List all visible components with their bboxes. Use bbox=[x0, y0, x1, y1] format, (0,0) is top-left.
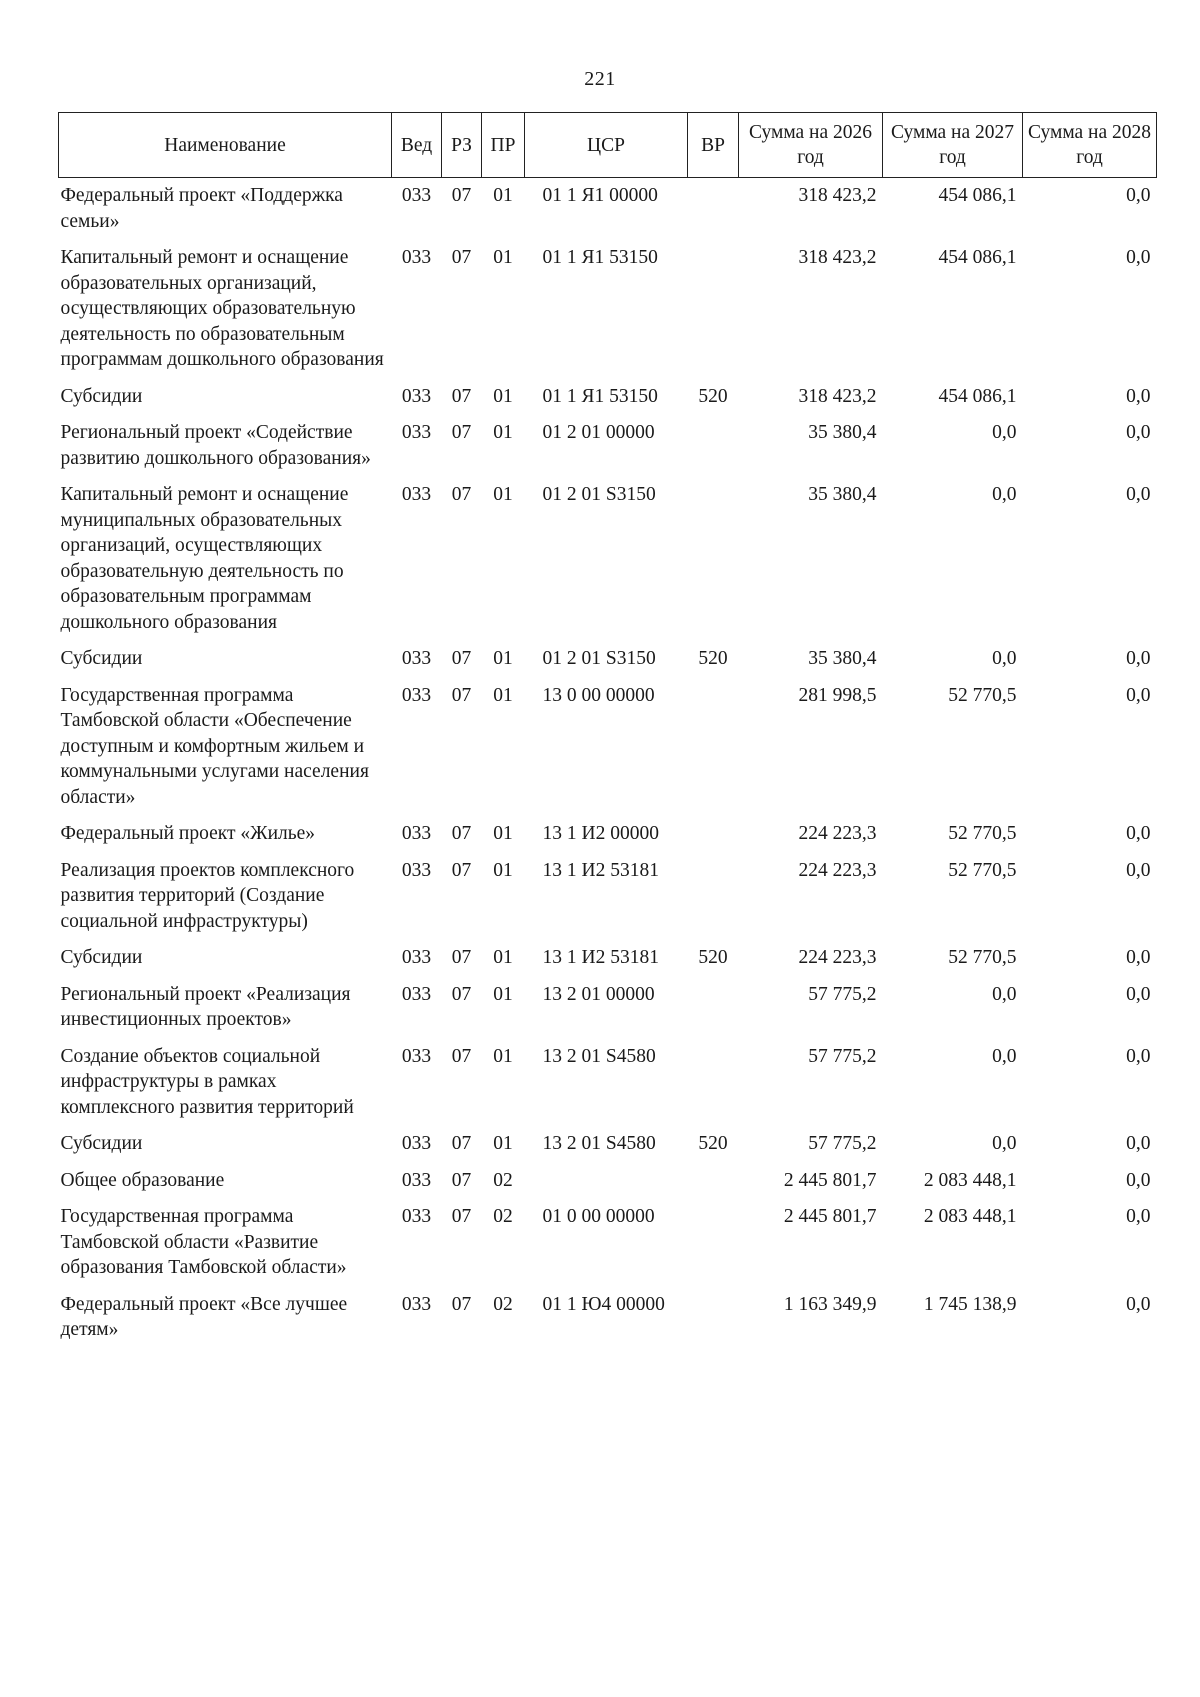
header-rz: РЗ bbox=[442, 113, 482, 178]
cell-ved: 033 bbox=[401, 859, 432, 881]
cell-sum-2028: 0,0 bbox=[1126, 823, 1151, 844]
cell-ved: 033 bbox=[401, 247, 432, 268]
cell-ved: 033 bbox=[401, 1133, 432, 1154]
cell-sum-2027: 2 083 448,1 bbox=[923, 1169, 1017, 1191]
cell-rz: 07 bbox=[451, 422, 472, 443]
cell-rz: 07 bbox=[451, 385, 472, 407]
table-row bbox=[59, 678, 1157, 817]
cell-sum-2028: 0,0 bbox=[1126, 1045, 1151, 1067]
cell-sum-2026: 57 775,2 bbox=[808, 1045, 877, 1067]
cell-sum-2028: 0,0 bbox=[1126, 247, 1151, 268]
cell-csr: 13 1 И2 00000 bbox=[542, 823, 659, 844]
cell-sum-2026: 57 775,2 bbox=[808, 983, 877, 1005]
cell-sum-2026: 57 775,2 bbox=[808, 1133, 877, 1154]
cell-name: Государственная программа Тамбовской области «Развитие образования Тамбовской области» bbox=[60, 1206, 347, 1278]
cell-name: Федеральный проект «Все лучшее детям» bbox=[60, 1293, 348, 1340]
cell-vr bbox=[688, 853, 739, 941]
cell-vr: 520 bbox=[698, 947, 728, 968]
cell-sum-2026: 1 163 349,9 bbox=[783, 1293, 877, 1315]
header-sum-2028: Сумма на 2028 год bbox=[1023, 113, 1157, 178]
cell-csr: 13 2 01 S4580 bbox=[542, 1045, 656, 1067]
cell-rz: 07 bbox=[451, 983, 472, 1005]
cell-pr: 01 bbox=[493, 859, 513, 881]
cell-sum-2028: 0,0 bbox=[1126, 422, 1151, 443]
cell-csr: 01 1 Ю4 00000 bbox=[542, 1293, 665, 1315]
cell-name: Субсидии bbox=[60, 947, 143, 968]
cell-sum-2027: 52 770,5 bbox=[948, 859, 1017, 881]
table-row bbox=[59, 240, 1157, 379]
cell-sum-2026: 2 445 801,7 bbox=[783, 1206, 877, 1227]
cell-ved: 033 bbox=[401, 983, 432, 1005]
cell-rz: 07 bbox=[451, 484, 472, 505]
cell-sum-2026: 224 223,3 bbox=[798, 947, 877, 968]
cell-ved: 033 bbox=[401, 422, 432, 443]
cell-ved: 033 bbox=[401, 1206, 432, 1227]
cell-pr: 01 bbox=[493, 983, 513, 1005]
cell-sum-2028: 0,0 bbox=[1126, 1169, 1151, 1191]
cell-csr bbox=[525, 1163, 688, 1200]
cell-csr: 01 2 01 S3150 bbox=[542, 484, 656, 505]
cell-vr bbox=[688, 477, 739, 641]
cell-pr: 02 bbox=[493, 1169, 513, 1191]
cell-sum-2027: 2 083 448,1 bbox=[923, 1206, 1017, 1227]
cell-rz: 07 bbox=[451, 185, 472, 206]
cell-sum-2028: 0,0 bbox=[1126, 484, 1151, 505]
cell-sum-2028: 0,0 bbox=[1126, 385, 1151, 407]
cell-vr bbox=[688, 1199, 739, 1287]
cell-pr: 01 bbox=[493, 684, 513, 706]
cell-sum-2028: 0,0 bbox=[1126, 1293, 1151, 1315]
cell-sum-2027: 0,0 bbox=[992, 1045, 1017, 1067]
cell-name: Капитальный ремонт и оснащение образовательных организаций, осуществляющих образовательную деятельность по образовательным программам дошкольного образования bbox=[60, 247, 384, 370]
cell-ved: 033 bbox=[401, 1293, 432, 1315]
cell-csr: 13 0 00 00000 bbox=[542, 684, 655, 706]
cell-pr: 01 bbox=[493, 823, 513, 844]
cell-sum-2028: 0,0 bbox=[1126, 947, 1151, 968]
cell-pr: 02 bbox=[493, 1293, 513, 1315]
cell-rz: 07 bbox=[451, 1293, 472, 1315]
cell-sum-2026: 35 380,4 bbox=[808, 484, 877, 505]
cell-name: Региональный проект «Содействие развитию дошкольного образования» bbox=[60, 422, 371, 469]
cell-csr: 01 2 01 00000 bbox=[542, 422, 655, 443]
cell-name: Создание объектов социальной инфраструктуры в рамках комплексного развития территорий bbox=[60, 1045, 354, 1118]
cell-vr bbox=[688, 977, 739, 1039]
cell-sum-2026: 35 380,4 bbox=[808, 422, 877, 443]
cell-sum-2028: 0,0 bbox=[1126, 684, 1151, 706]
cell-sum-2028: 0,0 bbox=[1126, 859, 1151, 881]
cell-csr: 13 1 И2 53181 bbox=[542, 859, 659, 881]
cell-sum-2026: 35 380,4 bbox=[808, 648, 877, 669]
table-row bbox=[59, 379, 1157, 416]
cell-name: Общее образование bbox=[60, 1169, 225, 1191]
cell-vr bbox=[688, 816, 739, 853]
cell-sum-2028: 0,0 bbox=[1126, 1133, 1151, 1154]
cell-rz: 07 bbox=[451, 1206, 472, 1227]
cell-rz: 07 bbox=[451, 684, 472, 706]
cell-rz: 07 bbox=[451, 1045, 472, 1067]
table-row bbox=[59, 816, 1157, 853]
cell-sum-2028: 0,0 bbox=[1126, 185, 1151, 206]
cell-sum-2027: 0,0 bbox=[992, 1133, 1017, 1154]
cell-csr: 13 1 И2 53181 bbox=[542, 947, 659, 968]
header-sum-2027: Сумма на 2027 год bbox=[883, 113, 1023, 178]
cell-vr bbox=[688, 678, 739, 817]
cell-rz: 07 bbox=[451, 859, 472, 881]
cell-name: Капитальный ремонт и оснащение муниципальных образовательных организаций, осуществляющих образовательную деятельность по образовательным программам дошкольного образования bbox=[60, 484, 349, 633]
table-row bbox=[59, 1163, 1157, 1200]
cell-pr: 01 bbox=[493, 385, 513, 407]
table-row bbox=[59, 178, 1157, 241]
cell-sum-2027: 454 086,1 bbox=[938, 385, 1017, 407]
table-row bbox=[59, 1126, 1157, 1163]
cell-ved: 033 bbox=[401, 185, 432, 206]
table-row bbox=[59, 1199, 1157, 1287]
cell-sum-2028: 0,0 bbox=[1126, 1206, 1151, 1227]
cell-name: Региональный проект «Реализация инвестиционных проектов» bbox=[60, 983, 351, 1030]
cell-csr: 01 1 Я1 53150 bbox=[542, 247, 658, 268]
cell-ved: 033 bbox=[401, 684, 432, 706]
cell-rz: 07 bbox=[451, 823, 472, 844]
cell-sum-2027: 454 086,1 bbox=[938, 247, 1017, 268]
cell-vr bbox=[688, 178, 739, 241]
cell-sum-2026: 318 423,2 bbox=[798, 247, 877, 268]
cell-name: Субсидии bbox=[60, 385, 143, 407]
table-row bbox=[59, 853, 1157, 941]
cell-sum-2027: 52 770,5 bbox=[948, 823, 1017, 844]
cell-sum-2027: 0,0 bbox=[992, 648, 1017, 669]
table-body bbox=[59, 178, 1157, 1349]
cell-csr: 01 0 00 00000 bbox=[542, 1206, 655, 1227]
header-sum-2026: Сумма на 2026 год bbox=[739, 113, 883, 178]
cell-sum-2026: 224 223,3 bbox=[798, 823, 877, 844]
header-vr: ВР bbox=[688, 113, 739, 178]
cell-csr: 13 2 01 00000 bbox=[542, 983, 655, 1005]
cell-rz: 07 bbox=[451, 247, 472, 268]
cell-rz: 07 bbox=[451, 648, 472, 669]
cell-ved: 033 bbox=[401, 823, 432, 844]
cell-pr: 01 bbox=[493, 648, 513, 669]
cell-vr bbox=[688, 415, 739, 477]
cell-csr: 13 2 01 S4580 bbox=[542, 1133, 656, 1154]
cell-sum-2027: 454 086,1 bbox=[938, 185, 1017, 206]
cell-sum-2026: 224 223,3 bbox=[798, 859, 877, 881]
cell-pr: 01 bbox=[493, 247, 513, 268]
cell-sum-2027: 0,0 bbox=[992, 422, 1017, 443]
cell-ved: 033 bbox=[401, 648, 432, 669]
cell-ved: 033 bbox=[401, 385, 432, 407]
table-row bbox=[59, 415, 1157, 477]
table-row bbox=[59, 977, 1157, 1039]
cell-vr: 520 bbox=[698, 648, 728, 669]
cell-sum-2028: 0,0 bbox=[1126, 983, 1151, 1005]
cell-csr: 01 2 01 S3150 bbox=[542, 648, 656, 669]
cell-vr bbox=[688, 240, 739, 379]
table-row bbox=[59, 477, 1157, 641]
cell-pr: 01 bbox=[493, 1133, 513, 1154]
cell-pr: 02 bbox=[493, 1206, 513, 1227]
cell-sum-2027: 0,0 bbox=[992, 983, 1017, 1005]
cell-vr: 520 bbox=[698, 385, 728, 407]
header-name: Наименование bbox=[59, 113, 392, 178]
cell-vr bbox=[688, 1163, 739, 1200]
header-pr: ПР bbox=[482, 113, 525, 178]
cell-ved: 033 bbox=[401, 1169, 432, 1191]
cell-sum-2026: 281 998,5 bbox=[798, 684, 877, 706]
cell-pr: 01 bbox=[493, 1045, 513, 1067]
cell-sum-2026: 318 423,2 bbox=[798, 385, 877, 407]
header-csr: ЦСР bbox=[525, 113, 688, 178]
cell-sum-2026: 318 423,2 bbox=[798, 185, 877, 206]
cell-ved: 033 bbox=[401, 947, 432, 968]
cell-name: Субсидии bbox=[60, 648, 143, 669]
cell-rz: 07 bbox=[451, 947, 472, 968]
cell-vr: 520 bbox=[698, 1133, 728, 1154]
cell-sum-2027: 52 770,5 bbox=[948, 684, 1017, 706]
cell-name: Государственная программа Тамбовской области «Обеспечение доступным и комфортным жильем и коммунальными услугами населения области» bbox=[60, 684, 369, 808]
table-header-row bbox=[59, 113, 1157, 178]
table-row bbox=[59, 641, 1157, 678]
cell-name: Федеральный проект «Жилье» bbox=[60, 823, 316, 844]
cell-sum-2028: 0,0 bbox=[1126, 648, 1151, 669]
cell-vr bbox=[688, 1287, 739, 1349]
cell-pr: 01 bbox=[493, 185, 513, 206]
cell-ved: 033 bbox=[401, 484, 432, 505]
cell-csr: 01 1 Я1 53150 bbox=[542, 385, 658, 407]
header-ved: Вед bbox=[392, 113, 442, 178]
table-row bbox=[59, 1039, 1157, 1127]
cell-sum-2027: 52 770,5 bbox=[948, 947, 1017, 968]
cell-sum-2027: 0,0 bbox=[992, 484, 1017, 505]
cell-pr: 01 bbox=[493, 422, 513, 443]
cell-vr bbox=[688, 1039, 739, 1127]
cell-pr: 01 bbox=[493, 947, 513, 968]
cell-name: Субсидии bbox=[60, 1133, 143, 1154]
cell-sum-2027: 1 745 138,9 bbox=[923, 1293, 1017, 1315]
cell-name: Федеральный проект «Поддержка семьи» bbox=[60, 185, 343, 232]
page-number: 221 bbox=[584, 68, 616, 90]
cell-rz: 07 bbox=[451, 1169, 472, 1191]
table-row bbox=[59, 940, 1157, 977]
cell-ved: 033 bbox=[401, 1045, 432, 1067]
budget-table bbox=[58, 112, 1157, 1349]
table-row bbox=[59, 1287, 1157, 1349]
cell-name: Реализация проектов комплексного развития территорий (Создание социальной инфраструктуры) bbox=[60, 859, 355, 932]
cell-rz: 07 bbox=[451, 1133, 472, 1154]
cell-csr: 01 1 Я1 00000 bbox=[542, 185, 658, 206]
cell-pr: 01 bbox=[493, 484, 513, 505]
cell-sum-2026: 2 445 801,7 bbox=[783, 1169, 877, 1191]
